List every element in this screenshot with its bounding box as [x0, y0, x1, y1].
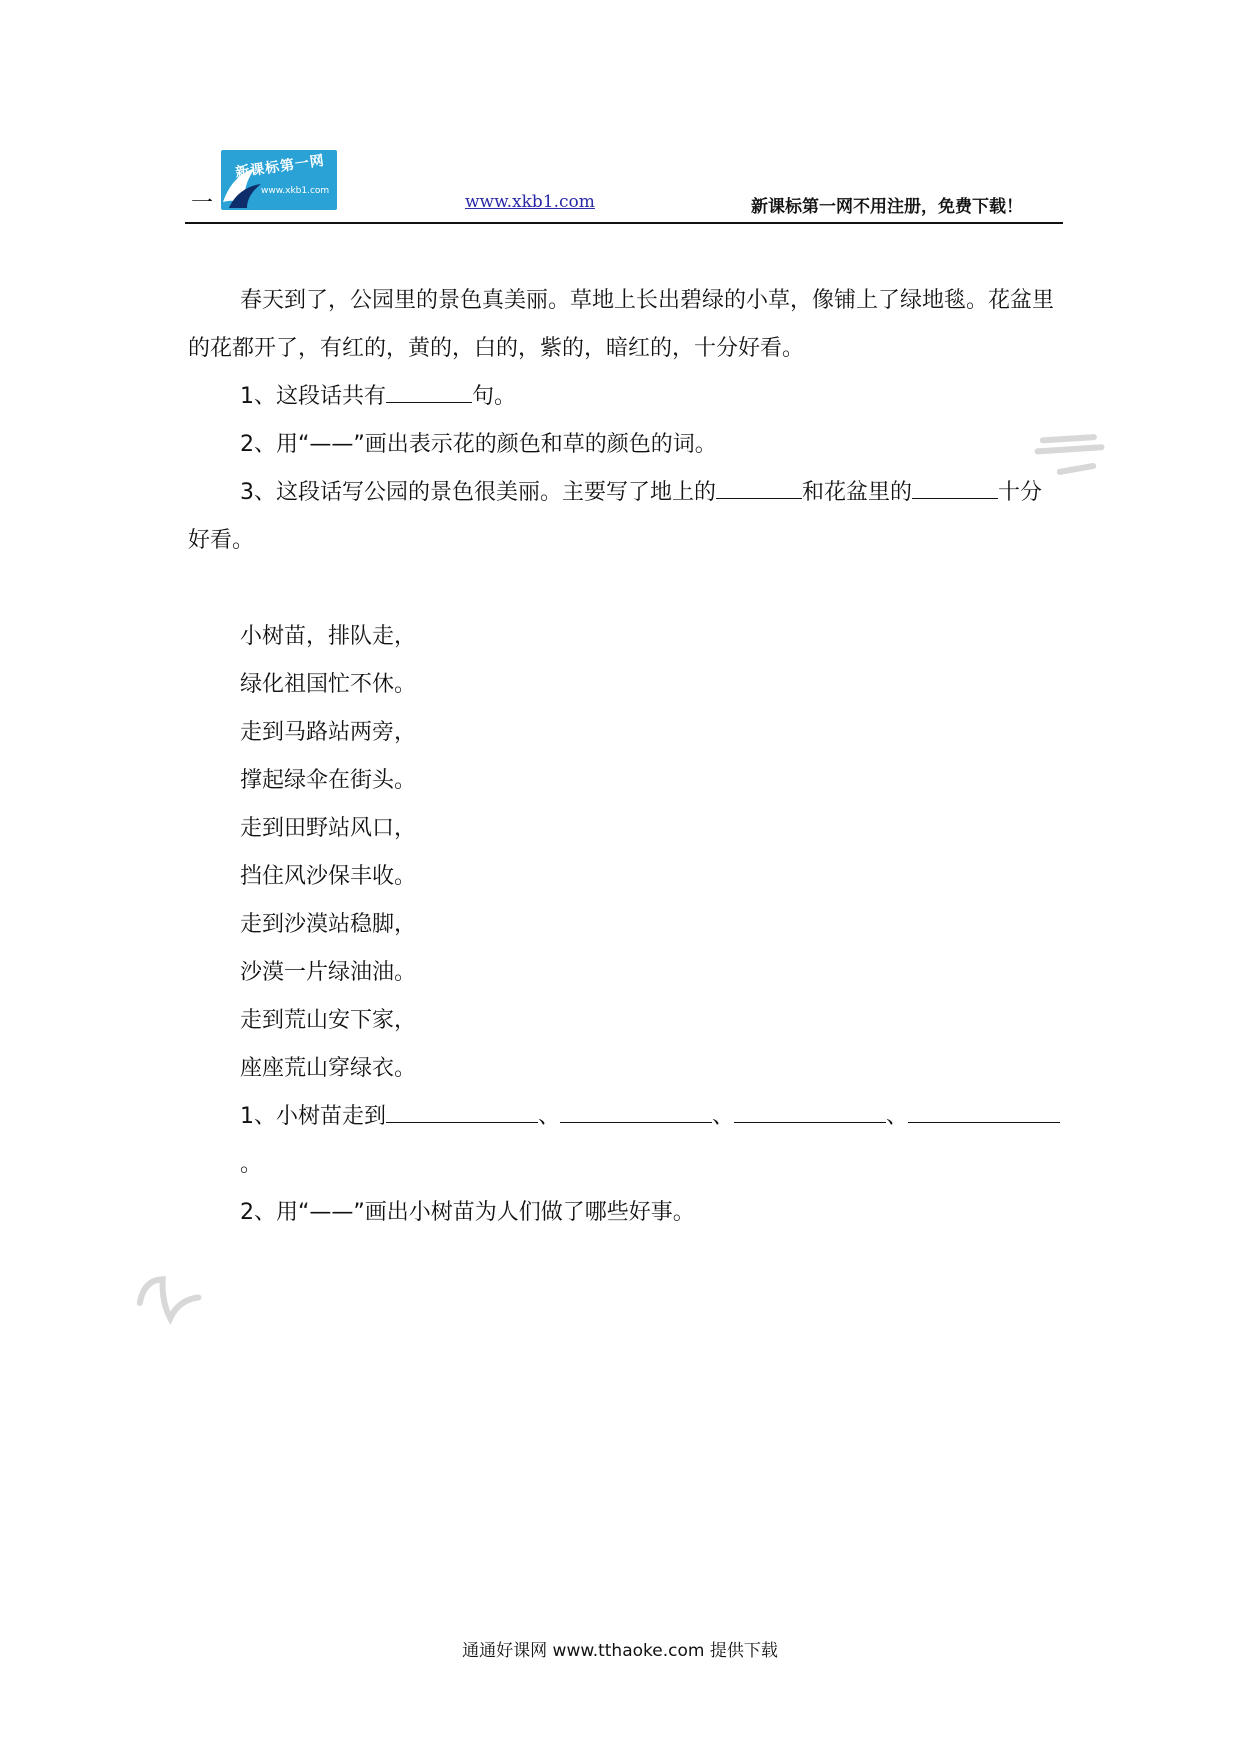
- answer-blank[interactable]: [912, 472, 998, 499]
- separator: 、: [712, 1104, 735, 1129]
- logo-title: 新课标第一网: [234, 152, 326, 182]
- site-url-link[interactable]: www.xkb1.com: [465, 192, 595, 212]
- watermark-icon: [125, 1261, 211, 1339]
- separator: 、: [886, 1104, 909, 1129]
- page-footer: 通通好课网 www.tthaoke.com 提供下载: [462, 1641, 778, 1661]
- logo-url: www.xkb1.com: [261, 186, 330, 196]
- question-text: 1、这段话共有: [240, 384, 386, 409]
- poem-line: 走到马路站两旁，: [240, 720, 417, 745]
- question-underline-colors: 2、用“——”画出表示花的颜色和草的颜色的词。: [240, 432, 717, 457]
- question-text: 十分好看。: [188, 480, 1043, 553]
- poem-line: 小树苗，排队走，: [240, 624, 417, 649]
- poem-line: 绿化祖国忙不休。: [240, 672, 417, 697]
- answer-blank[interactable]: [734, 1096, 886, 1123]
- answer-blank[interactable]: [386, 1096, 538, 1123]
- question-scenery: [188, 469, 1062, 565]
- separator: 、: [538, 1104, 561, 1129]
- passage-text: 春天到了，公园里的景色真美丽。草地上长出碧绿的小草，像铺上了绿地毯。花盆里的花都开了，有红的，黄的，白的，紫的，暗红的，十分好看。: [188, 288, 1055, 361]
- question-text: 。: [240, 1152, 263, 1177]
- question-text: 句。: [472, 384, 517, 409]
- worksheet-content: [188, 277, 1062, 1237]
- section-gap: [188, 565, 1062, 613]
- question-sentence-count: [188, 373, 1062, 421]
- poem: [188, 613, 1062, 1093]
- answer-blank[interactable]: [386, 376, 472, 403]
- poem-line: 走到田野站风口，: [240, 816, 417, 841]
- watermark-mark: [125, 1261, 220, 1345]
- poem-line: 撑起绿伞在街头。: [240, 768, 417, 793]
- header-dash: 一: [191, 191, 214, 216]
- poem-line: 走到沙漠站稳脚，: [240, 912, 417, 937]
- question-good-deeds: 2、用“——”画出小树苗为人们做了哪些好事。: [240, 1200, 695, 1225]
- poem-line: 挡住风沙保丰收。: [240, 864, 417, 889]
- site-logo: [221, 150, 337, 210]
- question-text: 3、这段话写公园的景色很美丽。主要写了地上的: [240, 480, 716, 505]
- poem-line: 座座荒山穿绿衣。: [240, 1056, 417, 1081]
- poem-line: 走到荒山安下家，: [240, 1008, 417, 1033]
- question-text: 和花盆里的: [802, 480, 913, 505]
- answer-blank[interactable]: [716, 472, 802, 499]
- page-header: [185, 148, 1063, 224]
- poem-line: 沙漠一片绿油油。: [240, 960, 417, 985]
- question-tree-places: [188, 1093, 1062, 1189]
- question-text: 1、小树苗走到: [240, 1104, 386, 1129]
- answer-blank[interactable]: [908, 1096, 1060, 1123]
- header-slogan: 新课标第一网不用注册，免费下载！: [751, 197, 1023, 217]
- answer-blank[interactable]: [560, 1096, 712, 1123]
